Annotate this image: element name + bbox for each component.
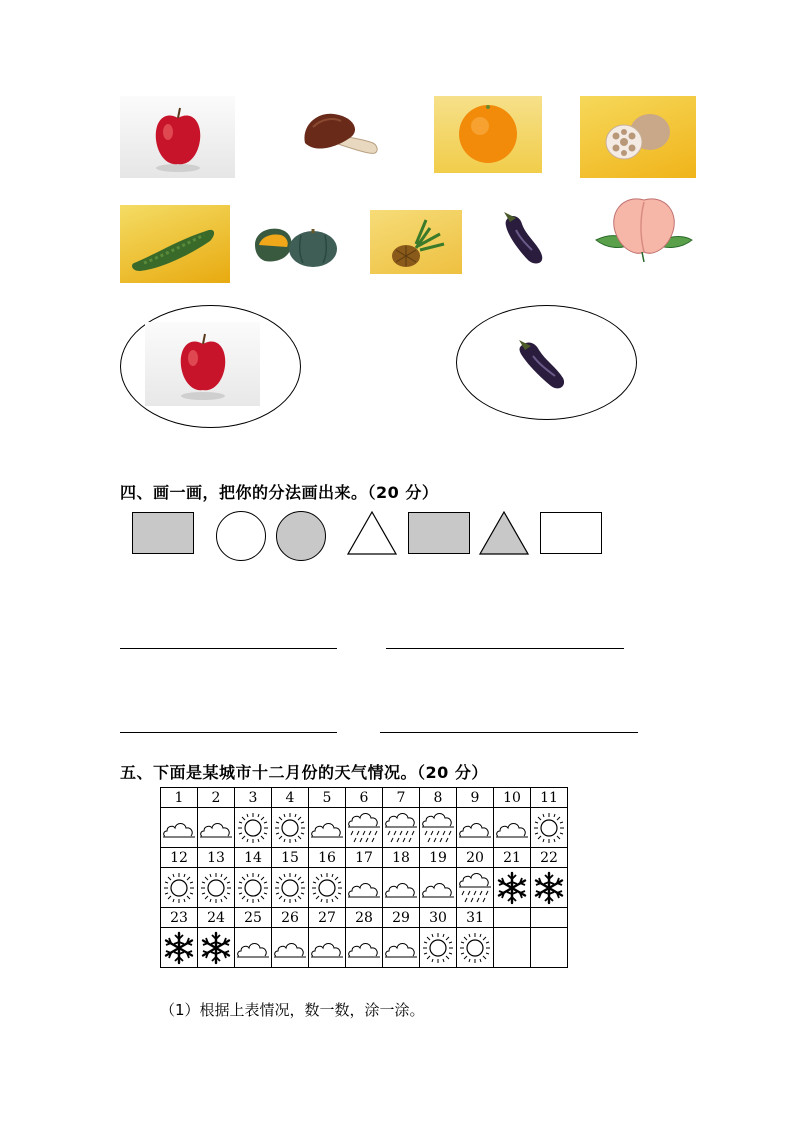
cloudy-icon — [309, 934, 345, 962]
pumpkin-picture — [245, 205, 345, 277]
pineapple-icon — [370, 210, 462, 274]
cloudy-weather-cell — [494, 808, 531, 848]
day-number-cell: 18 — [383, 848, 420, 868]
rainy-weather-cell — [457, 868, 494, 908]
day-number-cell: 15 — [272, 848, 309, 868]
sunny-icon — [235, 811, 271, 845]
cloudy-weather-cell — [457, 808, 494, 848]
weather-icon-row — [161, 808, 568, 848]
eggplant-icon — [509, 324, 579, 396]
day-number-cell: 28 — [346, 908, 383, 928]
day-number-cell: 23 — [161, 908, 198, 928]
day-number-row — [161, 848, 568, 868]
weather-icon-row — [161, 868, 568, 908]
day-number-cell: 11 — [531, 788, 568, 808]
sunny-icon — [420, 931, 456, 965]
orange-icon — [434, 96, 542, 173]
apple-icon — [120, 96, 235, 178]
day-number-cell: 25 — [235, 908, 272, 928]
apple-picture — [145, 322, 260, 406]
gray-rectangle-shape — [408, 512, 470, 554]
mushroom-icon — [283, 97, 398, 177]
day-number-row — [161, 788, 568, 808]
snowy-icon — [198, 931, 234, 965]
day-number-cell: 4 — [272, 788, 309, 808]
day-number-cell — [531, 908, 568, 928]
peach-picture — [592, 192, 696, 266]
mushroom-picture — [283, 97, 398, 177]
sunny-icon — [198, 871, 234, 905]
eggplant-picture — [509, 324, 579, 396]
cloudy-icon — [309, 814, 345, 842]
cloudy-icon — [198, 814, 234, 842]
sunny-weather-cell — [161, 868, 198, 908]
day-number-cell: 30 — [420, 908, 457, 928]
cloudy-icon — [161, 814, 197, 842]
day-number-cell: 19 — [420, 848, 457, 868]
rainy-icon — [383, 811, 419, 845]
sunny-icon — [161, 871, 197, 905]
white-triangle-shape — [347, 511, 397, 555]
day-number-cell: 29 — [383, 908, 420, 928]
sorting-circle-left[interactable] — [120, 305, 301, 428]
sunny-weather-cell — [235, 808, 272, 848]
snowy-weather-cell — [494, 868, 531, 908]
weather-table — [160, 787, 568, 968]
weather-icon-row — [161, 928, 568, 968]
eggplant-icon — [490, 200, 560, 270]
answer-line[interactable] — [380, 732, 638, 733]
rainy-icon — [346, 811, 382, 845]
sunny-weather-cell — [309, 868, 346, 908]
day-number-cell: 14 — [235, 848, 272, 868]
day-number-cell: 10 — [494, 788, 531, 808]
cloudy-icon — [383, 934, 419, 962]
sunny-icon — [457, 931, 493, 965]
snowy-icon — [531, 871, 567, 905]
empty-cell — [494, 928, 531, 968]
gray-rectangle-shape — [132, 512, 194, 554]
cloudy-weather-cell — [309, 928, 346, 968]
day-number-cell: 7 — [383, 788, 420, 808]
snowy-weather-cell — [198, 928, 235, 968]
answer-line[interactable] — [120, 648, 337, 649]
day-number-cell: 5 — [309, 788, 346, 808]
section5-heading: 五、下面是某城市十二月份的天气情况。（20 分） — [120, 763, 488, 782]
day-number-cell: 6 — [346, 788, 383, 808]
orange-picture — [434, 96, 542, 173]
cloudy-weather-cell — [198, 808, 235, 848]
snowy-icon — [161, 931, 197, 965]
answer-line[interactable] — [386, 648, 624, 649]
rainy-weather-cell — [346, 808, 383, 848]
sunny-weather-cell — [198, 868, 235, 908]
sunny-weather-cell — [235, 868, 272, 908]
sunny-icon — [272, 811, 308, 845]
sunny-icon — [309, 871, 345, 905]
cloudy-weather-cell — [161, 808, 198, 848]
apple-icon — [145, 322, 260, 406]
pumpkin-icon — [245, 205, 345, 277]
sunny-weather-cell — [272, 808, 309, 848]
day-number-cell: 12 — [161, 848, 198, 868]
sunny-weather-cell — [420, 928, 457, 968]
rainy-weather-cell — [420, 808, 457, 848]
day-number-cell: 2 — [198, 788, 235, 808]
sunny-icon — [235, 871, 271, 905]
gray-circle-shape — [276, 511, 326, 561]
day-number-cell: 24 — [198, 908, 235, 928]
snowy-icon — [494, 871, 530, 905]
cloudy-icon — [272, 934, 308, 962]
cloudy-icon — [235, 934, 271, 962]
eggplant-picture — [490, 200, 560, 270]
cloudy-weather-cell — [383, 928, 420, 968]
snowy-weather-cell — [531, 868, 568, 908]
day-number-cell: 26 — [272, 908, 309, 928]
gray-triangle-shape — [479, 511, 529, 555]
rainy-icon — [420, 811, 456, 845]
day-number-cell: 3 — [235, 788, 272, 808]
sunny-icon — [531, 811, 567, 845]
cloudy-weather-cell — [383, 868, 420, 908]
bitter-melon-picture — [120, 205, 230, 283]
cloudy-weather-cell — [235, 928, 272, 968]
day-number-cell: 17 — [346, 848, 383, 868]
day-number-cell: 16 — [309, 848, 346, 868]
empty-cell — [531, 928, 568, 968]
sunny-icon — [272, 871, 308, 905]
day-number-cell: 1 — [161, 788, 198, 808]
rainy-weather-cell — [383, 808, 420, 848]
cloudy-weather-cell — [346, 868, 383, 908]
cloudy-weather-cell — [309, 808, 346, 848]
cloudy-icon — [494, 814, 530, 842]
section4-heading: 四、画一画，把你的分法画出来。（20 分） — [120, 483, 439, 502]
cloudy-weather-cell — [272, 928, 309, 968]
cloudy-icon — [457, 814, 493, 842]
sunny-weather-cell — [531, 808, 568, 848]
day-number-cell — [494, 908, 531, 928]
day-number-cell: 20 — [457, 848, 494, 868]
cloudy-weather-cell — [346, 928, 383, 968]
day-number-cell: 21 — [494, 848, 531, 868]
pineapple-picture — [370, 210, 462, 274]
day-number-cell: 8 — [420, 788, 457, 808]
cloudy-icon — [420, 874, 456, 902]
lotus-root-icon — [580, 96, 696, 178]
peach-icon — [592, 192, 696, 266]
cloudy-weather-cell — [420, 868, 457, 908]
day-number-cell: 13 — [198, 848, 235, 868]
sunny-weather-cell — [457, 928, 494, 968]
sunny-weather-cell — [272, 868, 309, 908]
white-rectangle-shape — [540, 512, 602, 554]
lotus-root-picture — [580, 96, 696, 178]
cloudy-icon — [346, 874, 382, 902]
answer-line[interactable] — [120, 732, 337, 733]
cloudy-icon — [383, 874, 419, 902]
bitter-melon-icon — [120, 205, 230, 283]
rainy-icon — [457, 871, 493, 905]
day-number-cell: 9 — [457, 788, 494, 808]
day-number-row — [161, 908, 568, 928]
day-number-cell: 27 — [309, 908, 346, 928]
apple-picture — [120, 96, 235, 178]
cloudy-icon — [346, 934, 382, 962]
day-number-cell: 31 — [457, 908, 494, 928]
question-1: （1）根据上表情况，数一数，涂一涂。 — [160, 1001, 425, 1019]
snowy-weather-cell — [161, 928, 198, 968]
day-number-cell: 22 — [531, 848, 568, 868]
sorting-circle-right[interactable] — [456, 305, 637, 420]
white-circle-shape — [216, 511, 266, 561]
